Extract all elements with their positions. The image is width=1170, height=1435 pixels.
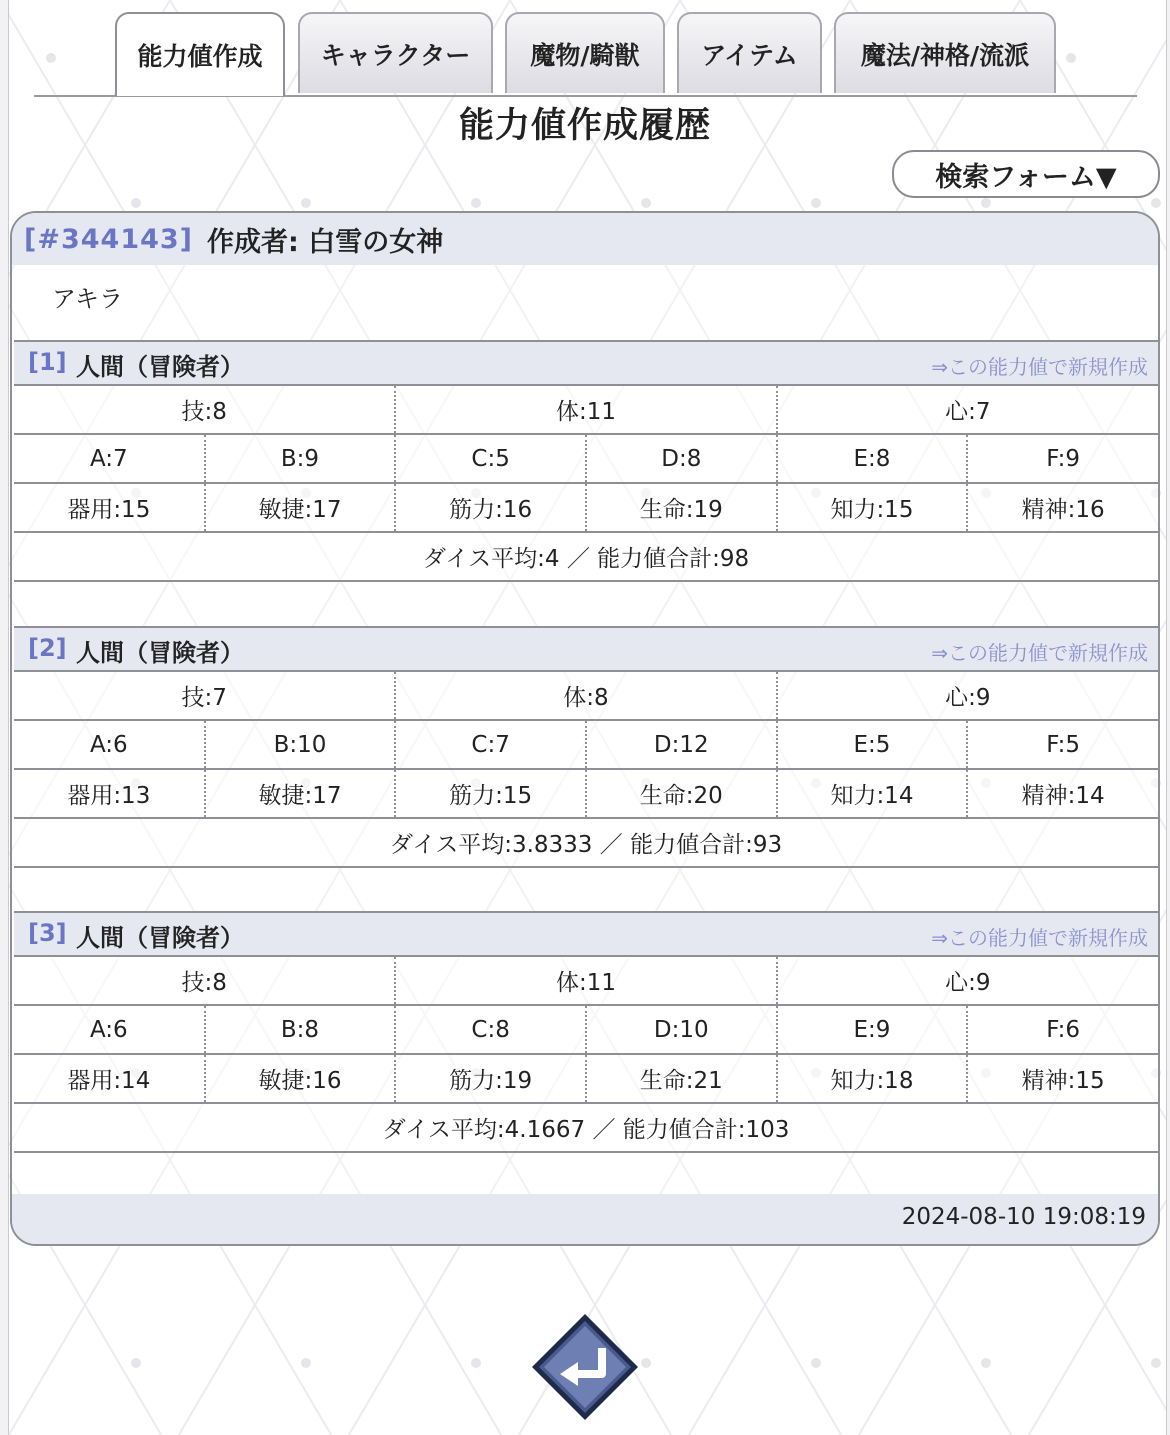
stat-cell: 生命:19 <box>586 483 777 532</box>
block-number: [2] <box>28 634 67 662</box>
block-number: [1] <box>28 348 67 376</box>
dice-cell: D:12 <box>586 720 777 769</box>
stat-cell: 器用:13 <box>14 769 205 818</box>
karada-cell: 体:8 <box>395 672 776 720</box>
base-row <box>14 386 1158 434</box>
kokoro-cell: 心:7 <box>777 386 1158 434</box>
tab-ability-create[interactable]: 能力値作成 <box>115 12 285 96</box>
block-race: 人間（冒険者） <box>76 353 244 381</box>
stat-cell: 精神:14 <box>967 769 1158 818</box>
ability-block <box>14 340 1158 582</box>
dice-cell: A:6 <box>14 1005 205 1054</box>
dice-cell: F:6 <box>967 1005 1158 1054</box>
dice-row <box>14 434 1158 483</box>
base-row <box>14 957 1158 1005</box>
record-author: 作成者: 白雪の女神 <box>207 226 444 258</box>
dice-row <box>14 1005 1158 1054</box>
stat-cell: 生命:20 <box>586 769 777 818</box>
stat-cell: 筋力:16 <box>395 483 586 532</box>
base-row <box>14 672 1158 720</box>
kokoro-cell: 心:9 <box>777 957 1158 1005</box>
tab-monster-mount[interactable]: 魔物/騎獣 <box>505 12 665 93</box>
dice-cell: B:9 <box>205 434 396 483</box>
ability-block <box>14 626 1158 868</box>
return-arrow-icon[interactable] <box>530 1312 640 1422</box>
record-header <box>12 213 1158 265</box>
block-header <box>14 340 1158 386</box>
tab-magic-deity-school[interactable]: 魔法/神格/流派 <box>834 12 1056 93</box>
block-race: 人間（冒険者） <box>76 924 244 952</box>
record-card <box>10 211 1160 1246</box>
dice-row <box>14 720 1158 769</box>
dice-cell: E:5 <box>777 720 968 769</box>
dice-cell: F:9 <box>967 434 1158 483</box>
summary-cell: ダイス平均:3.8333 ／ 能力値合計:93 <box>14 818 1158 867</box>
dice-cell: A:7 <box>14 434 205 483</box>
block-header <box>14 911 1158 957</box>
page-title: 能力値作成履歴 <box>458 106 711 146</box>
record-id-link[interactable]: [#344143] <box>24 223 194 255</box>
karada-cell: 体:11 <box>395 386 776 434</box>
ability-table <box>14 386 1158 582</box>
stat-row <box>14 483 1158 532</box>
stat-cell: 筋力:19 <box>395 1054 586 1103</box>
block-header <box>14 626 1158 672</box>
stat-cell: 敏捷:17 <box>205 769 396 818</box>
summary-row <box>14 818 1158 867</box>
stat-cell: 知力:15 <box>777 483 968 532</box>
stat-cell: 敏捷:16 <box>205 1054 396 1103</box>
stat-cell: 知力:18 <box>777 1054 968 1103</box>
left-frame-border <box>0 0 9 1435</box>
kokoro-cell: 心:9 <box>777 672 1158 720</box>
create-from-stats-link[interactable]: ⇒この能力値で新規作成 <box>931 641 1148 665</box>
tab-bar <box>34 12 1137 97</box>
ginou-cell: 技:8 <box>14 957 395 1005</box>
stat-cell: 筋力:15 <box>395 769 586 818</box>
record-footer <box>12 1194 1158 1244</box>
stat-cell: 器用:15 <box>14 483 205 532</box>
ability-table <box>14 672 1158 868</box>
ability-block <box>14 911 1158 1153</box>
stat-row <box>14 769 1158 818</box>
dice-cell: E:9 <box>777 1005 968 1054</box>
record-timestamp: 2024-08-10 19:08:19 <box>901 1204 1146 1230</box>
stat-cell: 精神:15 <box>967 1054 1158 1103</box>
dice-cell: B:8 <box>205 1005 396 1054</box>
create-from-stats-link[interactable]: ⇒この能力値で新規作成 <box>931 926 1148 950</box>
dice-cell: C:5 <box>395 434 586 483</box>
stat-cell: 敏捷:17 <box>205 483 396 532</box>
summary-cell: ダイス平均:4 ／ 能力値合計:98 <box>14 532 1158 581</box>
tab-item[interactable]: アイテム <box>677 12 822 93</box>
right-frame-border <box>1166 0 1170 1435</box>
create-from-stats-link[interactable]: ⇒この能力値で新規作成 <box>931 355 1148 379</box>
dice-cell: D:8 <box>586 434 777 483</box>
dice-cell: C:7 <box>395 720 586 769</box>
stat-cell: 生命:21 <box>586 1054 777 1103</box>
summary-cell: ダイス平均:4.1667 ／ 能力値合計:103 <box>14 1103 1158 1152</box>
record-character-name: アキラ <box>52 285 124 313</box>
dice-cell: E:8 <box>777 434 968 483</box>
ginou-cell: 技:8 <box>14 386 395 434</box>
dice-cell: F:5 <box>967 720 1158 769</box>
search-form-toggle-button[interactable]: 検索フォーム▼ <box>892 150 1160 198</box>
summary-row <box>14 532 1158 581</box>
dice-cell: C:8 <box>395 1005 586 1054</box>
stat-row <box>14 1054 1158 1103</box>
summary-row <box>14 1103 1158 1152</box>
stat-cell: 器用:14 <box>14 1054 205 1103</box>
stat-cell: 知力:14 <box>777 769 968 818</box>
block-race: 人間（冒険者） <box>76 639 244 667</box>
karada-cell: 体:11 <box>395 957 776 1005</box>
dice-cell: A:6 <box>14 720 205 769</box>
block-number: [3] <box>28 919 67 947</box>
dice-cell: B:10 <box>205 720 396 769</box>
ginou-cell: 技:7 <box>14 672 395 720</box>
tab-character[interactable]: キャラクター <box>298 12 493 93</box>
dice-cell: D:10 <box>586 1005 777 1054</box>
stat-cell: 精神:16 <box>967 483 1158 532</box>
ability-table <box>14 957 1158 1153</box>
